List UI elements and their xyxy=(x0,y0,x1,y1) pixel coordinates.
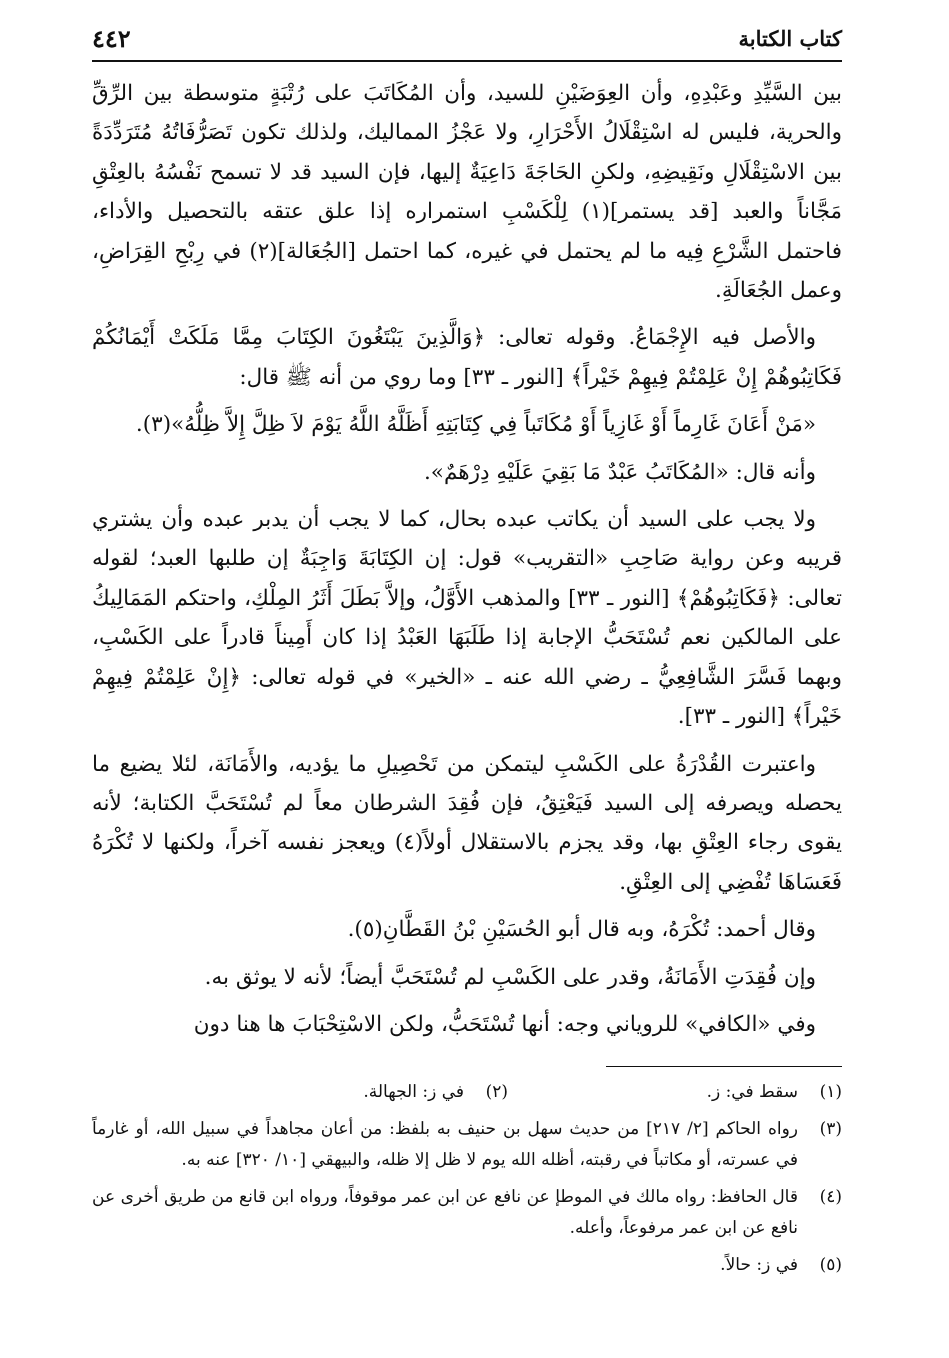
footnote-number: (٢) xyxy=(485,1082,508,1103)
footnote-number: (٣) xyxy=(819,1119,842,1140)
footnote-text: في ز: الجهالة. xyxy=(363,1082,464,1103)
footnote-number: (١) xyxy=(819,1082,842,1103)
header-rule xyxy=(92,60,842,62)
paragraph: واعتبرت القُدْرَةُ على الكَسْبِ ليتمكن من تَحْصِيلِ ما يؤديه، والأَمَانَة، لئلا يضيع ما يحصله ويصرفه إلى السيد فَيَعْتِقُ، فإن فُقِدَ الشرطان معاً لم تُسْتَحَبَّ الكتابة؛ لأنه يقوى رجاء العِتْقِ بها، وقد يجزم بالاستقلال أولاً(٤) ويعجز نفسه آخراً، ولكنها لا تُكْرَهُ فَعَسَاهَا تُفْضِي إلى العِتْقِ. xyxy=(92,751,843,895)
running-title: كتاب الكتابة xyxy=(738,26,842,51)
footnote-pair xyxy=(92,1077,798,1108)
footnote-text: قال الحافظ: رواه مالك في الموطإ عن نافع عن ابن عمر موقوفاً، ورواه ابن قانع من طريق أخرى عن نافع عن ابن عمر مرفوعاً، وأعله. xyxy=(92,1187,798,1239)
book-page xyxy=(92,22,842,1287)
footnote-text: رواه الحاكم [٢/ ٢١٧] من حديث سهل بن حنيف به بلفظ: من أعان مجاهداً في سبيل الله، أو غارماً في عسرته، أو مكاتباً في رقبته، أظله الله يوم لا ظل إلا ظله، والبيهقي [١٠/ ٣٢٠] عنه به. xyxy=(92,1119,798,1171)
hadith-quote: «مَنْ أَعَانَ غَارِماً أَوْ غَازِياً أَوْ مُكَاتَباً فِي كِتَابَتِهِ أَظَلَّهُ اللَّهُ يَوْمَ لاَ ظِلَّ إِلاَّ ظِلُّهُ»(٣). xyxy=(135,412,816,438)
footnote-text: سقط في: ز. xyxy=(706,1082,798,1103)
page-number: ٤٤٢ xyxy=(92,24,131,53)
footnote-text: في ز: حالاً. xyxy=(720,1255,798,1276)
footnote-number: (٥) xyxy=(819,1255,842,1276)
footnote-number: (٤) xyxy=(819,1187,842,1208)
footnote-row xyxy=(92,1077,842,1108)
paragraph: والأصل فيه الإِجْمَاعُ. وقوله تعالى: ﴿وَالَّذِينَ يَبْتَغُونَ الكِتَابَ مِمَّا مَلَكَتْ أَيْمَانُكُمْ فَكَاتِبُوهُمْ إِنْ عَلِمْتُمْ فِيهِمْ خَيْراً﴾ [النور ـ ٣٣] وما روي من أنه ﷺ قال: xyxy=(92,325,842,390)
paragraph: ولا يجب على السيد أن يكاتب عبده بحال، كما لا يجب أن يدبر عبده وأن يشتري قريبه وعن رواية صَاحِبِ «التقريب» قول: إن الكِتَابَةَ وَاجِبَةٌ إن طلبها العبد؛ لقوله تعالى: ﴿فَكَاتِبُوهُمْ﴾ [النور ـ ٣٣] والمذهب الأَوَّلُ، وإلاَّ بَطَلَ أَثَرُ المِلْكِ، واحتكم المَمَالِيكُ على المالكين نعم تُسْتَحَبُّ الإجابة إذا طَلَبَهَا العَبْدُ إذا كان أَمِيناً قادراً على الكَسْبِ، وبهما فَسَّرَ الشَّافِعِيُّ ـ رضي الله عنه ـ «الخير» في قوله تعالى: ﴿إِنْ عَلِمْتُمْ فِيهِمْ خَيْراً﴾ [النور ـ ٣٣]. xyxy=(92,507,842,730)
footnote-separator xyxy=(606,1066,842,1067)
main-text xyxy=(92,74,842,1044)
paragraph: وأنه قال: «المُكَاتَبُ عَبْدٌ مَا بَقِيَ عَلَيْهِ دِرْهَمٌ». xyxy=(423,459,816,485)
paragraph: بين السَّيِّدِ وعَبْدِهِ، وأن العِوَضَيْنِ للسيد، وأن المُكَاتَبَ على رُتْبَةٍ متوسطة بين الرِّقِّ والحرية، فليس له اسْتِقْلَالُ الأَحْرَارِ، ولا عَجْزُ المماليك، ولذلك تكون تَصَرُّفَاتُهُ مُتَرَدِّدَةً بين الاسْتِقْلَالِ ونَقِيضِهِ، ولكنِ الحَاجَةَ دَاعِيَةٌ إليها، فإن السيد قد لا تسمح نَفْسُهُ بالعِتْقِ مَجَّاناً والعبد [قد يستمر](١) لِلْكَسْبِ استمراره إذا علق عتقه بالتحصيل والأداء، فاحتمل الشَّرْعِ فِيه ما لم يحتمل في غيره، كما احتمل [الجُعَالة](٢) في رِبْحِ القِرَاضِ، وعمل الجُعَالَةِ. xyxy=(92,81,842,304)
paragraph: وقال أحمد: تُكْرَهُ، وبه قال أبو الحُسَيْنِ بْنُ القَطَّانِ(٥). xyxy=(347,917,816,943)
paragraph: وإن فُقِدَتِ الأَمَانَةُ، وقدر على الكَسْبِ لم تُسْتَحَبَّ أيضاً؛ لأنه لا يوثق به. xyxy=(204,964,816,990)
footnote-row xyxy=(92,1182,842,1244)
footnote-row xyxy=(92,1114,842,1176)
page-header xyxy=(92,22,842,60)
footnote-row xyxy=(92,1250,842,1281)
footnotes xyxy=(92,1077,842,1281)
paragraph: وفي «الكافي» للروياني وجه: أنها تُسْتَحَبُّ، ولكن الاسْتِحْبَابَ ها هنا دون xyxy=(193,1011,816,1037)
